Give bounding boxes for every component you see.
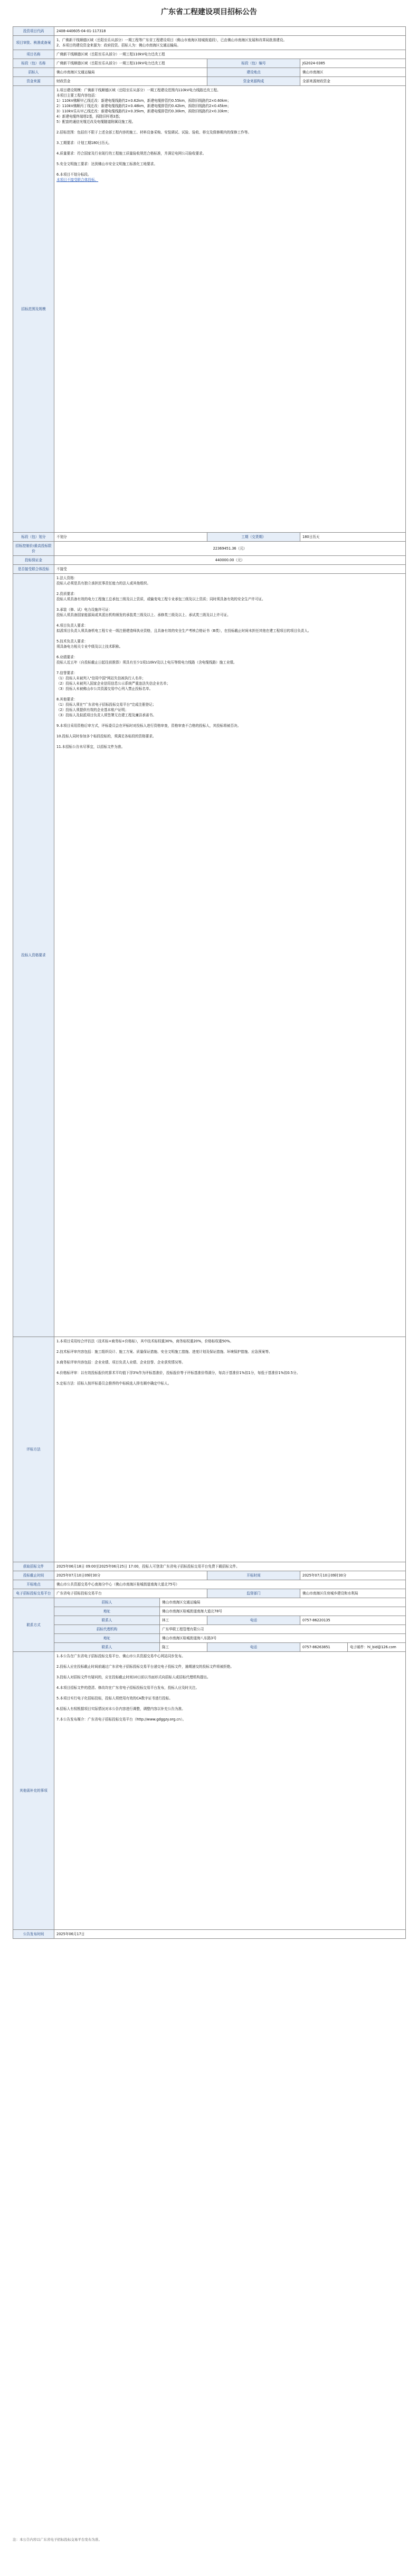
scope-text: 1.项目建设规模：广佛新干线顺德区域（岳阳至乐从部分）一期工程建设范围内110kV电力线路迁改工程。 本项目主要工程内容包括： 1）110kV佛顺甲乙线迁改：新建电缆线路约2×0.62km，新建电缆排管约0.55km，拆除旧线路约2×0.60km； 2）110kV佛顺丙丁线迁改：新建电缆线路约2×0.48km，新建电缆排管约0.42km，拆除旧线路约2×0.45km； 3）110kV乐从甲乙线迁改：新建电缆线路约2×0.35km，新建电缆排管约0.30km，拆除旧线路约2×0.33km； 4）新建电缆终端塔2基，拆除旧杆塔3基； 5）配套的通信光缆迁改及电缆隧道附属设施工程。 2.招标范围：包括但不限于上述全部工程内容的施工、材料设备采购、安装调试、试验、验收、移交及保修期内的保修工作等。 3.工期要求：计划工期180日历天。 4.质量要求：符合国家及行业现行的工程施工质量验收规范合格标准，并满足电网公司验收要求。 5.安全文明施工要求：达到佛山市安全文明施工标准化工地要求。 6.本项目不划分标段。 <box>56 88 251 177</box>
project-code-label: 投资项目代码 <box>13 27 54 36</box>
funding-label: 资金来源 <box>13 77 54 86</box>
agent-name: 广东华联工程管理有限公司 <box>160 1625 406 1634</box>
guarantee-value: 440000.00（元） <box>54 556 406 565</box>
agent-phone-label: 电话 <box>207 1643 300 1652</box>
bid-section-value: 广佛新干线顺德区域（岳阳至乐从部分）一期工程110kV电力迁改工程 <box>54 59 207 68</box>
page-title: 广东省工程建设项目招标公告 <box>161 8 257 16</box>
approval-label: 项目审批、核准或备案 <box>13 36 54 50</box>
bid-section-code-value: JG2024-0385 <box>300 59 406 68</box>
owner-address-value: 佛山市南海区桂城街道南海大道北78号 <box>160 1607 406 1616</box>
funding-ratio-value: 全部来源财政资金 <box>300 77 406 86</box>
funding-value: 财政资金 <box>54 77 207 86</box>
publish-label: 公告发布时间 <box>13 1930 54 1939</box>
funding-ratio-label: 资金来源构成 <box>207 77 300 86</box>
project-name-label: 项目名称 <box>13 50 54 59</box>
contact-title: 联系方式 <box>13 1598 54 1652</box>
open-place-label: 开标地点 <box>13 1580 54 1589</box>
limit-value: 22369451.36（元） <box>54 542 406 556</box>
agent-address-value: 佛山市南海区桂城街道海八东路3号 <box>160 1634 406 1643</box>
owner-person-value: 林工 <box>160 1616 207 1625</box>
duration-value: 180日历天 <box>300 533 406 542</box>
deadline-value: 2025年07月10日09时30分 <box>54 1571 207 1580</box>
section-value: 不划分 <box>54 533 207 542</box>
platform-value: 广东省电子招标投标交易平台 <box>54 1589 207 1598</box>
open-value: 2025年07月10日09时30分 <box>300 1571 406 1580</box>
approval-text: 1、广佛新干线顺德区域（岳阳至乐从部分）一期工程等广东省工程建设项目（佛山市南海区桂城街道段），已由佛山市南海区发展和改革局批准建设。 2、本项目的建设资金来源为：政府投资。招标人为：佛山市南海区交通运输局。 <box>54 36 406 50</box>
scope-highlight: 本项目不接受联合体投标。 <box>56 178 99 182</box>
doc-get-label: 获取招标文件 <box>13 1562 54 1571</box>
agent-email-label: 电子邮件 <box>350 1645 364 1649</box>
scope-label: 招标范围及规模 <box>13 86 54 533</box>
project-name-value: 广佛新干线顺德区域（岳阳至乐从部分）一期工程110kV电力迁改工程 <box>54 50 406 59</box>
deadline-label: 投标截止时间 <box>13 1571 54 1580</box>
supervise-value: 佛山市南海区住房城乡建设和水利局 <box>300 1589 406 1598</box>
bid-location-value: 佛山市南海区 <box>300 68 406 77</box>
agent-email-value[interactable]: 电子邮件：hl_bid@126.com <box>348 1643 406 1652</box>
method-label: 评标方法 <box>13 1337 54 1562</box>
agent-email[interactable]: hl_bid@126.com <box>367 1645 396 1649</box>
bid-owner-label: 招标人 <box>13 68 54 77</box>
open-place-value: 佛山市公共资源交易中心南海分中心（佛山市南海区桂城街道南海大道北75号） <box>54 1580 406 1589</box>
project-code-value: 2408-440605-04-01-117318 <box>54 27 406 36</box>
bid-location-label: 建设地点 <box>207 68 300 77</box>
owner-contact-label: 招标人 <box>54 1598 160 1607</box>
duration-label: 工期（交货期） <box>207 533 300 542</box>
doc-get-text: 2025年06月18日 09:00至2025年06月25日 17:00，投标人可登录广东省电子招标投标交易平台免费下载招标文件。 <box>54 1562 406 1571</box>
limit-label: 招标控制价/最高投标限价 <box>13 542 54 556</box>
owner-phone-label: 电话 <box>207 1616 300 1625</box>
qualify-label: 是否接受联合体投标 <box>13 565 54 574</box>
bid-owner-value: 佛山市南海区交通运输局 <box>54 68 207 77</box>
platform-label: 电子招标投标交易平台 <box>13 1589 54 1598</box>
bid-section-code-label: 标段（包）编号 <box>207 59 300 68</box>
agent-person-value: 陈工 <box>160 1643 207 1652</box>
agent-label: 招标代理机构 <box>54 1625 160 1634</box>
scope-cell <box>54 86 406 533</box>
owner-phone-value[interactable]: 0757-86220135 <box>300 1616 406 1625</box>
agent-person-label: 联系人 <box>54 1643 160 1652</box>
owner-address-label: 地址 <box>54 1607 160 1616</box>
bid-section-label: 标段（包）名称 <box>13 59 54 68</box>
agent-phone-value[interactable]: 0757-86263851 <box>300 1643 348 1652</box>
open-label: 开标时间 <box>207 1571 300 1580</box>
req-text: 1.法人资格： 投标人必须是具有独立承担民事责任能力的法人或其他组织。 2.资质要求： 投标人须具备有效的电力工程施工总承包三级及以上资质，或输变电工程专业承包三级及以上资质；同时须具备有效的安全生产许可证。 3.承装（修、试）电力设施许可证： 投标人须具备国家能源局或其派出机构颁发的承装类三级及以上、承修类三级及以上、承试类三级及以上许可证。 4.项目负责人要求： 拟派项目负责人须具备机电工程专业一级注册建造师执业资格，且具备有效的安全生产考核合格证书（B类），在投标截止时间未担任其他在建工程项目的项目负责人。 5.技术负责人要求： 须具备电力相关专业中级及以上技术职称。 6.业绩要求： 投标人近五年（自投标截止日起往前推算）须具有至少1项110kV及以上电压等级电力线路（含电缆线路）施工业绩。 7.信誉要求： （1）投标人未被列入"信用中国"网站失信被执行人名单； （2）投标人未被列入国家企业信用信息公示系统严重违法失信企业名单； （3）投标人未被佛山市公共资源交易中心列入禁止投标名单。 8.其他要求： （1）投标人须在"广东省电子招标投标交易平台"完成注册登记； （2）投标人须提供有效的企业基本账户证明； （3）投标人及拟派项目负责人须签署无在建工程及廉洁承诺书。 9.本项目采用资格后审方式，评标委员会在评标时对投标人进行资格审查，资格审查不合格的投标人，其投标将被否决。 10.投标人同时参加多个标段投标的，须满足各标段的资格要求。 11.本招标公告未尽事宜，以招标文件为准。 <box>54 574 406 1337</box>
section-label: 标段（包）划分 <box>13 533 54 542</box>
owner-contact-name: 佛山市南海区交通运输局 <box>160 1598 406 1607</box>
announcement-table <box>13 26 406 1939</box>
publish-value: 2025年06月17日 <box>54 1930 406 1939</box>
guarantee-label: 投标保证金 <box>13 556 54 565</box>
req-label: 投标人资格要求 <box>13 574 54 1337</box>
agent-address-label: 地址 <box>54 1634 160 1643</box>
method-text: 1.本项目采用综合评估法（技术标+商务标+价格标），其中技术标权重30%，商务标权重20%，价格标权重50%。 2.技术标评审内容包括：施工组织设计、施工方案、质量保证措施、安全文明施工措施、进度计划及保证措施、环境保护措施、应急预案等。 3.商务标评审内容包括：企业业绩、项目负责人业绩、企业信誉、企业获奖情况等。 4.价格标评审：以有效投标报价的算术平均值下浮3%作为评标基准价，投标报价等于评标基准价得满分，每高于基准价1%扣1分，每低于基准价1%扣0.5分。 5.定标方法：招标人按评标委员会推荐的中标候选人排名顺序确定中标人。 <box>54 1337 406 1562</box>
qualify-value: 不接受 <box>54 565 406 574</box>
owner-person-label: 联系人 <box>54 1616 160 1625</box>
other-text: 1.本公告在广东省电子招标投标交易平台、佛山市公共资源交易中心网站同步发布。 2.投标人应在投标截止时间前通过广东省电子招标投标交易平台递交电子投标文件，逾期递交的投标文件将被拒绝。 3.投标人对招标文件有疑问的，应在投标截止时间10日前以书面形式向招标人或招标代理机构提出。 4.本项目招标文件的澄清、修改均在广东省电子招标投标交易平台发布，投标人应及时关注。 5.本项目实行电子化招标投标，投标人须使用有效的CA数字证书进行投标。 6.招标人有权根据项目实际情况对本公告内容进行调整，调整内容以补充公告为准。 7.本公告发布媒介：广东省电子招标投标交易平台（http://www.gdggzy.org.cn）。 <box>54 1652 406 1930</box>
footer-notice: 注：本公告内容以广东省电子招标投标交易平台发布为准。 <box>13 2537 102 2542</box>
other-label: 其他需补充的事项 <box>13 1652 54 1930</box>
supervise-label: 监督部门 <box>207 1589 300 1598</box>
